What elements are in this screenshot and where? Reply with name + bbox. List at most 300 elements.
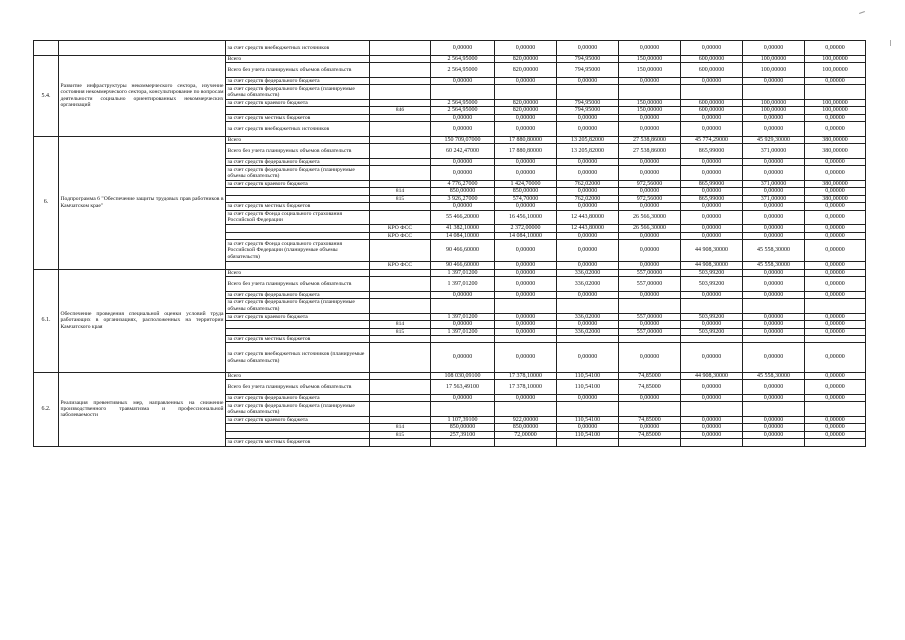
amount-cell: 0,00000 bbox=[681, 122, 743, 137]
amount-cell: 0,00000 bbox=[557, 122, 619, 137]
amount-cell: 0,00000 bbox=[557, 240, 619, 262]
amount-cell bbox=[557, 299, 619, 314]
amount-cell: 0,00000 bbox=[619, 321, 681, 328]
amount-cell: 850,00000 bbox=[431, 424, 495, 431]
amount-cell: 0,00000 bbox=[619, 122, 681, 137]
amount-cell: 0,00000 bbox=[495, 321, 557, 328]
amount-cell: 972,56000 bbox=[619, 180, 681, 187]
amount-cell: 0,00000 bbox=[495, 158, 557, 165]
amount-cell: 150,00000 bbox=[619, 55, 681, 62]
amount-cell: 0,00000 bbox=[743, 269, 805, 276]
item-name: Обеспечение проведения специальной оценки условий труда работающих в организациях, расположенных на территории Камчатского края bbox=[59, 269, 226, 372]
amount-cell: 0,00000 bbox=[557, 321, 619, 328]
amount-cell: 0,00000 bbox=[431, 394, 495, 401]
funding-source: за счет средств федерального бюджета (планируемые объемы обязательств) bbox=[226, 299, 370, 314]
amount-cell: 0,00000 bbox=[681, 210, 743, 225]
amount-cell: 0,00000 bbox=[619, 188, 681, 195]
funding-source: Всего без учета планируемых объемов обязательств bbox=[226, 63, 370, 78]
amount-cell bbox=[681, 402, 743, 417]
amount-cell bbox=[557, 439, 619, 446]
amount-cell: 972,56000 bbox=[619, 195, 681, 202]
amount-cell: 0,00000 bbox=[495, 291, 557, 298]
amount-cell bbox=[743, 402, 805, 417]
amount-cell: 0,00000 bbox=[805, 203, 866, 210]
amount-cell: 0,00000 bbox=[557, 41, 619, 56]
amount-cell: 0,00000 bbox=[681, 431, 743, 438]
funding-source bbox=[226, 431, 370, 438]
budget-code bbox=[370, 180, 431, 187]
amount-cell: 0,00000 bbox=[805, 431, 866, 438]
funding-source: за счет средств местных бюджетов bbox=[226, 439, 370, 446]
amount-cell: 74,85000 bbox=[619, 431, 681, 438]
budget-code bbox=[370, 343, 431, 372]
amount-cell bbox=[681, 299, 743, 314]
funding-source bbox=[226, 424, 370, 431]
amount-cell: 27 538,86000 bbox=[619, 136, 681, 143]
amount-cell: 794,95000 bbox=[557, 63, 619, 78]
amount-cell: 0,00000 bbox=[805, 210, 866, 225]
amount-cell: 13 205,82000 bbox=[557, 144, 619, 159]
amount-cell bbox=[805, 402, 866, 417]
amount-cell: 16 456,10000 bbox=[495, 210, 557, 225]
amount-cell: 0,00000 bbox=[743, 313, 805, 320]
amount-cell: 0,00000 bbox=[805, 328, 866, 335]
budget-code bbox=[370, 439, 431, 446]
amount-cell bbox=[431, 439, 495, 446]
amount-cell: 0,00000 bbox=[743, 225, 805, 232]
amount-cell: 17 378,10000 bbox=[495, 380, 557, 395]
budget-code bbox=[370, 77, 431, 84]
budget-code bbox=[370, 99, 431, 106]
amount-cell: 1 397,01200 bbox=[431, 276, 495, 291]
table-row bbox=[34, 41, 866, 56]
amount-cell: 0,00000 bbox=[743, 203, 805, 210]
amount-cell: 0,00000 bbox=[557, 203, 619, 210]
amount-cell: 2 564,95000 bbox=[431, 99, 495, 106]
amount-cell: 794,95000 bbox=[557, 99, 619, 106]
budget-code bbox=[370, 269, 431, 276]
amount-cell bbox=[805, 335, 866, 342]
amount-cell: 371,00000 bbox=[743, 180, 805, 187]
amount-cell: 0,00000 bbox=[681, 291, 743, 298]
amount-cell: 0,00000 bbox=[495, 313, 557, 320]
funding-source: за счет средств федерального бюджета (планируемые объемы обязательств) bbox=[226, 402, 370, 417]
amount-cell: 100,00000 bbox=[743, 55, 805, 62]
amount-cell: 0,00000 bbox=[557, 394, 619, 401]
amount-cell: 820,00000 bbox=[495, 107, 557, 114]
funding-source bbox=[226, 107, 370, 114]
budget-code: 815 bbox=[370, 431, 431, 438]
amount-cell: 371,00000 bbox=[743, 195, 805, 202]
amount-cell: 0,00000 bbox=[431, 291, 495, 298]
amount-cell: 0,00000 bbox=[743, 232, 805, 239]
amount-cell: 0,00000 bbox=[805, 321, 866, 328]
amount-cell: 557,00000 bbox=[619, 269, 681, 276]
scan-artifact bbox=[859, 11, 865, 14]
budget-code bbox=[370, 291, 431, 298]
amount-cell: 0,00000 bbox=[743, 188, 805, 195]
amount-cell: 17 378,10000 bbox=[495, 372, 557, 379]
funding-source bbox=[226, 225, 370, 232]
amount-cell: 0,00000 bbox=[431, 158, 495, 165]
budget-code bbox=[370, 85, 431, 100]
funding-source: за счет средств внебюджетных источников bbox=[226, 41, 370, 56]
funding-source: за счет средств местных бюджетов bbox=[226, 335, 370, 342]
amount-cell: 0,00000 bbox=[557, 343, 619, 372]
amount-cell bbox=[743, 335, 805, 342]
amount-cell: 0,00000 bbox=[557, 291, 619, 298]
amount-cell bbox=[495, 439, 557, 446]
table-row bbox=[34, 136, 866, 143]
amount-cell: 557,00000 bbox=[619, 328, 681, 335]
amount-cell: 12 443,80000 bbox=[557, 210, 619, 225]
amount-cell: 90 466,60000 bbox=[431, 262, 495, 269]
amount-cell: 865,99000 bbox=[681, 180, 743, 187]
budget-code bbox=[370, 114, 431, 121]
amount-cell: 600,00000 bbox=[681, 107, 743, 114]
amount-cell: 0,00000 bbox=[743, 424, 805, 431]
amount-cell: 0,00000 bbox=[805, 77, 866, 84]
amount-cell: 380,00000 bbox=[805, 136, 866, 143]
amount-cell: 0,00000 bbox=[681, 380, 743, 395]
funding-source: Всего bbox=[226, 269, 370, 276]
amount-cell: 14 084,10000 bbox=[495, 232, 557, 239]
amount-cell: 336,02000 bbox=[557, 328, 619, 335]
amount-cell: 1 397,01200 bbox=[431, 269, 495, 276]
amount-cell: 0,00000 bbox=[557, 188, 619, 195]
amount-cell: 0,00000 bbox=[805, 122, 866, 137]
amount-cell: 0,00000 bbox=[805, 166, 866, 181]
amount-cell bbox=[431, 299, 495, 314]
amount-cell: 0,00000 bbox=[805, 380, 866, 395]
amount-cell: 0,00000 bbox=[619, 77, 681, 84]
funding-source bbox=[226, 232, 370, 239]
funding-source: за счет средств федерального бюджета bbox=[226, 394, 370, 401]
amount-cell: 865,99000 bbox=[681, 195, 743, 202]
amount-cell: 0,00000 bbox=[619, 291, 681, 298]
amount-cell bbox=[619, 299, 681, 314]
budget-code: КРО ФСС bbox=[370, 232, 431, 239]
amount-cell: 17 880,80000 bbox=[495, 144, 557, 159]
table-row bbox=[34, 372, 866, 379]
item-name: Подпрограмма 6 "Обеспечение защиты трудовых прав работников в Камчатском крае" bbox=[59, 136, 226, 269]
item-number: 6.2. bbox=[34, 372, 59, 446]
amount-cell: 0,00000 bbox=[431, 77, 495, 84]
amount-cell: 0,00000 bbox=[743, 114, 805, 121]
amount-cell: 922,00000 bbox=[495, 416, 557, 423]
amount-cell: 794,95000 bbox=[557, 107, 619, 114]
amount-cell bbox=[431, 402, 495, 417]
budget-code bbox=[370, 299, 431, 314]
budget-code: 814 bbox=[370, 188, 431, 195]
amount-cell: 0,00000 bbox=[681, 166, 743, 181]
amount-cell: 90 466,60000 bbox=[431, 240, 495, 262]
amount-cell: 1 107,39100 bbox=[431, 416, 495, 423]
amount-cell: 0,00000 bbox=[557, 166, 619, 181]
amount-cell: 0,00000 bbox=[495, 394, 557, 401]
amount-cell bbox=[805, 439, 866, 446]
amount-cell: 380,00000 bbox=[805, 180, 866, 187]
amount-cell: 108 030,09100 bbox=[431, 372, 495, 379]
funding-source: за счет средств Фонда социального страхования Российской Федерации (планируемые объемы обязательств) bbox=[226, 240, 370, 262]
amount-cell: 0,00000 bbox=[557, 262, 619, 269]
amount-cell bbox=[431, 85, 495, 100]
amount-cell: 0,00000 bbox=[743, 166, 805, 181]
amount-cell: 600,00000 bbox=[681, 55, 743, 62]
amount-cell: 41 382,10000 bbox=[431, 225, 495, 232]
amount-cell: 0,00000 bbox=[431, 343, 495, 372]
amount-cell: 45 558,30000 bbox=[743, 240, 805, 262]
amount-cell: 100,00000 bbox=[805, 99, 866, 106]
amount-cell: 72,00000 bbox=[495, 431, 557, 438]
amount-cell: 0,00000 bbox=[495, 262, 557, 269]
amount-cell bbox=[619, 402, 681, 417]
amount-cell: 0,00000 bbox=[805, 313, 866, 320]
amount-cell: 0,00000 bbox=[743, 276, 805, 291]
amount-cell: 0,00000 bbox=[805, 262, 866, 269]
amount-cell: 371,00000 bbox=[743, 144, 805, 159]
amount-cell: 0,00000 bbox=[495, 343, 557, 372]
amount-cell: 574,70000 bbox=[495, 195, 557, 202]
amount-cell: 503,99200 bbox=[681, 269, 743, 276]
amount-cell: 17 563,49100 bbox=[431, 380, 495, 395]
amount-cell: 0,00000 bbox=[619, 41, 681, 56]
funding-source: за счет средств федерального бюджета bbox=[226, 291, 370, 298]
amount-cell: 0,00000 bbox=[681, 158, 743, 165]
amount-cell: 0,00000 bbox=[619, 343, 681, 372]
budget-code bbox=[370, 313, 431, 320]
amount-cell: 0,00000 bbox=[681, 424, 743, 431]
budget-code bbox=[370, 276, 431, 291]
amount-cell: 0,00000 bbox=[743, 394, 805, 401]
funding-source bbox=[226, 262, 370, 269]
amount-cell: 380,00000 bbox=[805, 195, 866, 202]
budget-code bbox=[370, 55, 431, 62]
amount-cell: 0,00000 bbox=[805, 240, 866, 262]
amount-cell bbox=[557, 85, 619, 100]
amount-cell: 0,00000 bbox=[681, 41, 743, 56]
amount-cell: 0,00000 bbox=[557, 424, 619, 431]
budget-code bbox=[370, 63, 431, 78]
funding-source: Всего без учета планируемых объемов обязательств bbox=[226, 380, 370, 395]
budget-code: 815 bbox=[370, 195, 431, 202]
amount-cell: 150,00000 bbox=[619, 99, 681, 106]
amount-cell: 0,00000 bbox=[619, 240, 681, 262]
amount-cell: 0,00000 bbox=[743, 380, 805, 395]
amount-cell: 0,00000 bbox=[681, 203, 743, 210]
amount-cell: 820,00000 bbox=[495, 55, 557, 62]
amount-cell: 2 564,95000 bbox=[431, 63, 495, 78]
amount-cell: 2 372,00000 bbox=[495, 225, 557, 232]
amount-cell: 0,00000 bbox=[681, 114, 743, 121]
funding-source: Всего без учета планируемых объемов обязательств bbox=[226, 144, 370, 159]
amount-cell: 100,00000 bbox=[805, 63, 866, 78]
amount-cell: 0,00000 bbox=[805, 372, 866, 379]
amount-cell: 0,00000 bbox=[805, 114, 866, 121]
amount-cell: 0,00000 bbox=[743, 291, 805, 298]
amount-cell: 0,00000 bbox=[495, 77, 557, 84]
amount-cell: 0,00000 bbox=[743, 158, 805, 165]
amount-cell: 0,00000 bbox=[619, 158, 681, 165]
item-name: Реализация превентивных мер, направленных на снижение производственного травматизма и профессиональной заболеваемости bbox=[59, 372, 226, 446]
amount-cell: 4 776,27000 bbox=[431, 180, 495, 187]
budget-code: 815 bbox=[370, 328, 431, 335]
amount-cell: 45 558,30000 bbox=[743, 372, 805, 379]
amount-cell: 0,00000 bbox=[431, 203, 495, 210]
amount-cell: 850,00000 bbox=[495, 424, 557, 431]
amount-cell bbox=[681, 439, 743, 446]
amount-cell: 0,00000 bbox=[431, 114, 495, 121]
amount-cell: 0,00000 bbox=[431, 321, 495, 328]
amount-cell: 336,02000 bbox=[557, 269, 619, 276]
funding-source: за счет средств местных бюджетов bbox=[226, 203, 370, 210]
scan-artifact bbox=[890, 40, 891, 46]
amount-cell: 0,00000 bbox=[743, 210, 805, 225]
budget-code bbox=[370, 158, 431, 165]
amount-cell: 762,02000 bbox=[557, 180, 619, 187]
amount-cell: 0,00000 bbox=[681, 416, 743, 423]
amount-cell: 100,00000 bbox=[743, 63, 805, 78]
budget-code bbox=[370, 122, 431, 137]
amount-cell: 0,00000 bbox=[743, 41, 805, 56]
amount-cell: 150,00000 bbox=[619, 107, 681, 114]
amount-cell: 0,00000 bbox=[805, 343, 866, 372]
amount-cell: 110,54100 bbox=[557, 372, 619, 379]
amount-cell: 110,54100 bbox=[557, 431, 619, 438]
amount-cell: 850,00000 bbox=[495, 188, 557, 195]
amount-cell: 0,00000 bbox=[495, 41, 557, 56]
amount-cell: 336,02000 bbox=[557, 313, 619, 320]
amount-cell bbox=[495, 335, 557, 342]
amount-cell: 0,00000 bbox=[681, 77, 743, 84]
amount-cell: 0,00000 bbox=[495, 166, 557, 181]
amount-cell: 74,85000 bbox=[619, 380, 681, 395]
amount-cell bbox=[743, 439, 805, 446]
funding-source: за счет средств краевого бюджета bbox=[226, 313, 370, 320]
amount-cell: 0,00000 bbox=[743, 77, 805, 84]
amount-cell: 0,00000 bbox=[805, 232, 866, 239]
item-number: 6. bbox=[34, 136, 59, 269]
amount-cell: 0,00000 bbox=[619, 232, 681, 239]
funding-source: Всего bbox=[226, 55, 370, 62]
budget-code: 814 bbox=[370, 321, 431, 328]
amount-cell: 0,00000 bbox=[743, 416, 805, 423]
budget-code bbox=[370, 144, 431, 159]
budget-code: КРО ФСС bbox=[370, 225, 431, 232]
funding-source: Всего без учета планируемых объемов обязательств bbox=[226, 276, 370, 291]
amount-cell: 17 880,80000 bbox=[495, 136, 557, 143]
amount-cell: 1 397,01200 bbox=[431, 328, 495, 335]
amount-cell: 0,00000 bbox=[495, 240, 557, 262]
budget-table-sheet bbox=[33, 40, 865, 447]
amount-cell: 0,00000 bbox=[431, 166, 495, 181]
amount-cell: 60 242,47000 bbox=[431, 144, 495, 159]
amount-cell bbox=[743, 299, 805, 314]
amount-cell bbox=[495, 85, 557, 100]
amount-cell bbox=[681, 335, 743, 342]
amount-cell: 150 709,07000 bbox=[431, 136, 495, 143]
amount-cell: 380,00000 bbox=[805, 144, 866, 159]
amount-cell: 0,00000 bbox=[681, 394, 743, 401]
amount-cell: 0,00000 bbox=[743, 328, 805, 335]
amount-cell: 3 926,27000 bbox=[431, 195, 495, 202]
amount-cell: 55 466,20000 bbox=[431, 210, 495, 225]
budget-code: 814 bbox=[370, 424, 431, 431]
amount-cell bbox=[557, 335, 619, 342]
funding-source: за счет средств федерального бюджета (планируемые объемы обязательств) bbox=[226, 85, 370, 100]
amount-cell: 0,00000 bbox=[805, 424, 866, 431]
funding-source: за счет средств внебюджетных источников bbox=[226, 122, 370, 137]
amount-cell: 0,00000 bbox=[681, 225, 743, 232]
amount-cell: 0,00000 bbox=[431, 41, 495, 56]
budget-code bbox=[370, 416, 431, 423]
amount-cell: 0,00000 bbox=[805, 158, 866, 165]
amount-cell bbox=[805, 85, 866, 100]
budget-table-body bbox=[34, 41, 866, 447]
budget-code bbox=[370, 380, 431, 395]
amount-cell: 1 424,70000 bbox=[495, 180, 557, 187]
amount-cell: 74,85000 bbox=[619, 372, 681, 379]
amount-cell: 865,99000 bbox=[681, 144, 743, 159]
amount-cell: 0,00000 bbox=[681, 321, 743, 328]
amount-cell: 100,00000 bbox=[805, 107, 866, 114]
amount-cell bbox=[431, 335, 495, 342]
amount-cell: 0,00000 bbox=[681, 343, 743, 372]
amount-cell: 794,95000 bbox=[557, 55, 619, 62]
amount-cell: 557,00000 bbox=[619, 276, 681, 291]
table-row bbox=[34, 55, 866, 62]
funding-source: за счет средств федерального бюджета bbox=[226, 77, 370, 84]
amount-cell: 0,00000 bbox=[805, 269, 866, 276]
amount-cell: 0,00000 bbox=[619, 424, 681, 431]
budget-code bbox=[370, 240, 431, 262]
amount-cell: 0,00000 bbox=[743, 122, 805, 137]
amount-cell: 13 205,82000 bbox=[557, 136, 619, 143]
funding-source: за счет средств краевого бюджета bbox=[226, 416, 370, 423]
amount-cell bbox=[619, 85, 681, 100]
budget-code: КРО ФСС bbox=[370, 262, 431, 269]
amount-cell: 2 564,95000 bbox=[431, 107, 495, 114]
funding-source: за счет средств местных бюджетов bbox=[226, 114, 370, 121]
amount-cell bbox=[743, 85, 805, 100]
amount-cell: 0,00000 bbox=[805, 291, 866, 298]
amount-cell: 100,00000 bbox=[743, 107, 805, 114]
amount-cell: 820,00000 bbox=[495, 99, 557, 106]
amount-cell: 600,00000 bbox=[681, 99, 743, 106]
budget-code bbox=[370, 372, 431, 379]
amount-cell: 100,00000 bbox=[743, 99, 805, 106]
amount-cell: 0,00000 bbox=[557, 114, 619, 121]
amount-cell bbox=[619, 439, 681, 446]
amount-cell: 0,00000 bbox=[805, 394, 866, 401]
funding-source bbox=[226, 188, 370, 195]
funding-source: за счет средств федерального бюджета (планируемые объемы обязательств) bbox=[226, 166, 370, 181]
amount-cell: 0,00000 bbox=[431, 122, 495, 137]
funding-source: за счет средств федерального бюджета bbox=[226, 158, 370, 165]
budget-code bbox=[370, 41, 431, 56]
funding-source bbox=[226, 321, 370, 328]
amount-cell: 0,00000 bbox=[681, 232, 743, 239]
amount-cell: 1 397,01200 bbox=[431, 313, 495, 320]
amount-cell: 0,00000 bbox=[743, 321, 805, 328]
funding-source: за счет средств краевого бюджета bbox=[226, 180, 370, 187]
amount-cell bbox=[495, 299, 557, 314]
amount-cell: 0,00000 bbox=[681, 188, 743, 195]
amount-cell bbox=[805, 299, 866, 314]
funding-source: за счет средств Фонда социального страхования Российской Федерации bbox=[226, 210, 370, 225]
budget-code: 846 bbox=[370, 107, 431, 114]
amount-cell: 150,00000 bbox=[619, 63, 681, 78]
